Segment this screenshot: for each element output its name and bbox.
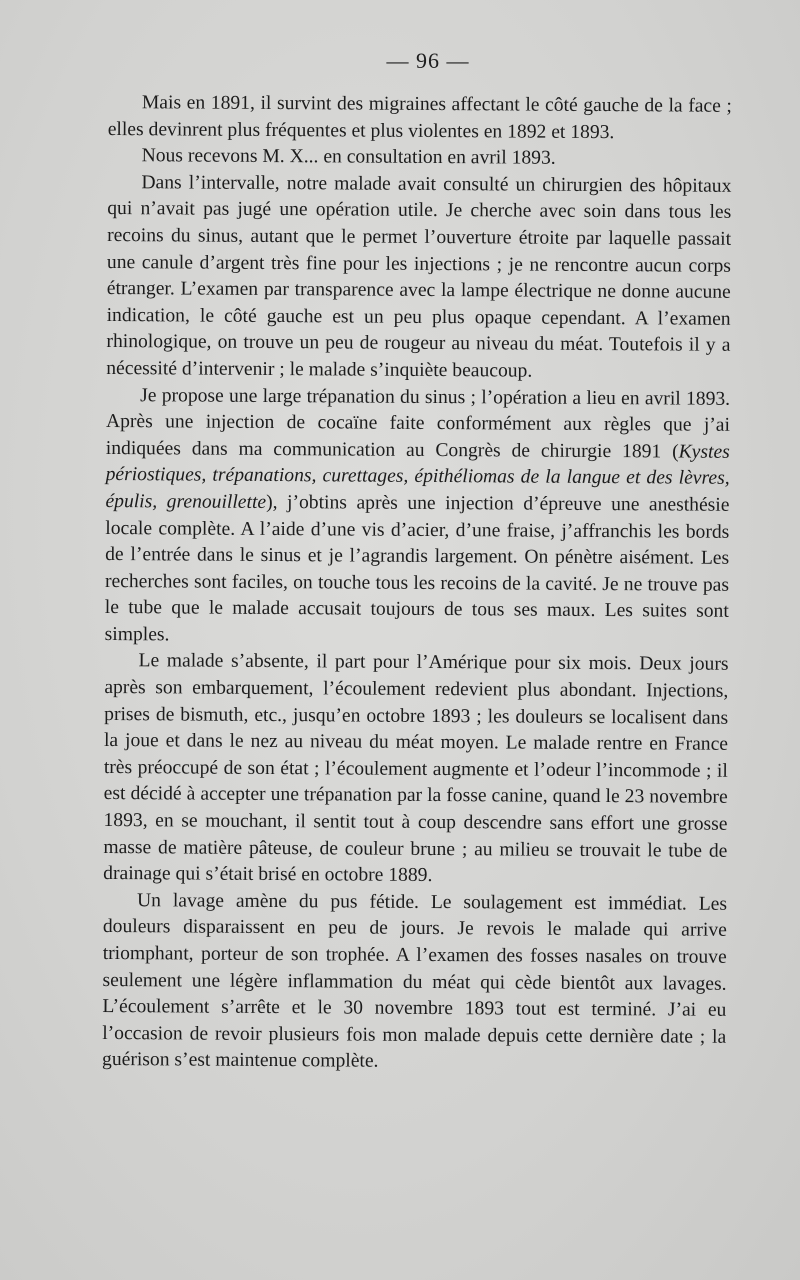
paragraph-4-text-after: ), j’obtins après une injection d’épreuve une anesthésie locale complète. A l’aide d’une vis d’acier, d’une fraise, j’affranchis les bords de l’entrée dans le sinus et je l’agrandis largement. On pénètre aisément. Les recherches sont faciles, on touche tous les recoins de la cavité. Je ne trouve pas le tube que le malade accusait toujours de tous ses maux. Les suites sont simples. [104,491,730,646]
body-text [102,90,732,1078]
paragraph-4 [105,383,731,653]
paragraph-2: Nous recevons M. X... en consultation en avril 1893. [141,145,556,169]
paragraph-4-text-before: Je propose une large trépanation du sinus ; l’opération a lieu en avril 1893. Après une injection de cocaïne faite conformément aux règles que j’ai indiquées dans ma communication au Congrès de chirurgie 1891 ( [105,384,731,463]
page-number: — 96 — [386,48,470,73]
paragraph-6: Un lavage amène du pus fétide. Le soulagement est immédiat. Les douleurs disparaissent en peu de jours. Je revois le malade qui arrive triomphant, porteur de son trophée. A l’examen des fosses nasales on trouve seulement une légère inflammation du méat qui cède bientôt aux lavages. L’écoulement s’arrête et le 30 novembre 1893 tout est terminé. J’ai eu l’occasion de revoir plusieurs fois mon malade depuis cette dernière date ; la guérison s’est maintenue complète. [102,890,728,1073]
paragraph-1: Mais en 1891, il survint des migraines affectant le côté gauche de la face ; elles devinrent plus fréquentes et plus violentes en 1892 et 1893. [107,92,732,143]
paragraph-3: Dans l’intervalle, notre malade avait consulté un chirurgien des hôpitaux qui n’avait pas jugé une opération utile. Je cherche avec soin dans tous les recoins du sinus, autant que le permet l’ouverture étroite par laquelle passait une canule d’argent très fine pour les injections ; je ne rencontre aucun corps étranger. L’examen par transparence avec la lampe électrique ne donne aucune indication, le côté gauche est un peu plus opaque cependant. A l’examen rhinologique, on trouve un peu de rougeur au niveau du méat. Toutefois il y a nécessité d’intervenir ; le malade s’inquiète beaucoup. [106,171,732,382]
paragraph-5: Le malade s’absente, il part pour l’Amérique pour six mois. Deux jours après son embarquement, l’écoulement redevient plus abondant. Injections, prises de bismuth, etc., jusqu’en octobre 1893 ; les douleurs se localisent dans la joue et dans le nez au niveau du méat moyen. Le malade rentre en France très préoccupé de son état ; l’écoulement augmente et l’odeur l’incommode ; il est décidé à accepter une trépanation par la fosse canine, quand le 23 novembre 1893, en se mouchant, il sentit tout à coup descendre sans effort une grosse masse de matière pâteuse, de couleur brune ; au milieu se trouvait le tube de drainage qui s’était brisé en octobre 1889. [103,650,729,887]
paragraph-4-italic-titles: Kystes périostiques, trépanations, curettages, épithéliomas de la langue et des lèvres, épulis, grenouillette [105,441,730,513]
